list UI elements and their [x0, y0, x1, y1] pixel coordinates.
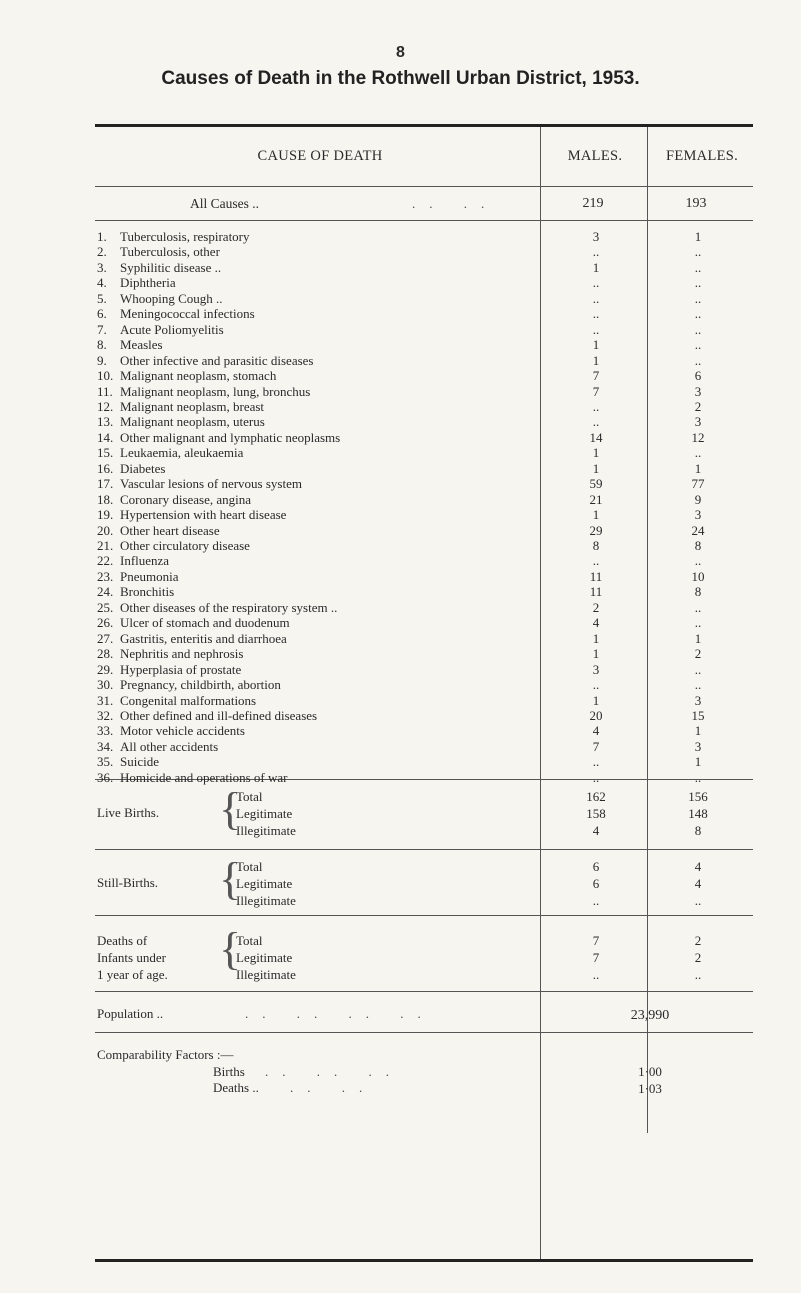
cause-number: 32. [97, 707, 114, 723]
cause-males: 29 [589, 522, 603, 538]
cause-males: .. [592, 398, 600, 414]
cause-females: .. [694, 553, 702, 569]
cause-number: 36. [97, 769, 114, 785]
all-causes-males: 219 [582, 196, 604, 211]
cause-number: 26. [97, 615, 114, 631]
table-row [0, 538, 801, 553]
cause-label: Other infective and parasitic diseases [120, 352, 314, 368]
cause-number: 24. [97, 584, 114, 600]
cause-label: Pregnancy, childbirth, abortion [120, 677, 281, 693]
cause-number: 21. [97, 538, 114, 553]
cause-females: .. [694, 615, 702, 631]
table-row [0, 322, 801, 337]
cause-females: .. [694, 599, 702, 615]
cause-males: .. [592, 553, 600, 569]
cause-females: .. [694, 769, 702, 785]
live-births-brace: { [219, 783, 242, 834]
still-births-label: Still-Births. [97, 875, 159, 890]
cause-label: Other defined and ill-defined diseases [120, 707, 318, 723]
table-row [0, 507, 801, 522]
table-row [0, 823, 801, 838]
females-header: FEMALES. [665, 148, 739, 164]
still-births-brace: { [219, 853, 242, 904]
cause-number: 15. [97, 445, 114, 461]
sub-row-males: 6 [592, 859, 600, 874]
infant-deaths-label-line-3: 1 year of age. [97, 967, 168, 982]
cause-females: 8 [694, 538, 702, 553]
sub-row-males: 7 [592, 933, 600, 948]
header-rule [95, 186, 753, 187]
sub-row-males: 4 [592, 823, 600, 838]
cause-females: .. [694, 677, 702, 693]
cause-number: 7. [97, 321, 107, 337]
table-row [0, 708, 801, 723]
comparability-deaths-value: 1·03 [638, 1081, 662, 1096]
cause-number: 28. [97, 646, 114, 662]
table-row [0, 445, 801, 460]
cause-females: .. [694, 321, 702, 337]
cause-males: .. [592, 290, 600, 306]
cause-females: .. [694, 337, 702, 353]
live-births-label: Live Births. [97, 805, 160, 820]
cause-number: 33. [97, 723, 114, 739]
table-row [0, 950, 801, 965]
cause-females: .. [694, 445, 702, 461]
cause-males: 7 [592, 383, 600, 399]
table-row [0, 600, 801, 615]
cause-label: Malignant neoplasm, lung, bronchus [120, 383, 311, 399]
table-row [0, 754, 801, 769]
all-causes-label: All Causes .. [190, 196, 259, 211]
cause-label: Leukaemia, aleukaemia [120, 445, 244, 461]
cause-number: 18. [97, 491, 114, 507]
cause-label: Pneumonia [120, 568, 179, 584]
table-row [0, 615, 801, 630]
cause-label: Other diseases of the respiratory system .. [120, 599, 338, 615]
infant-deaths-brace: { [219, 923, 242, 974]
all-causes-rule [95, 220, 753, 221]
sub-row-males: 7 [592, 950, 600, 965]
sub-row-females: 2 [694, 933, 702, 948]
cause-label: Vascular lesions of nervous system [120, 476, 302, 492]
table-row [0, 662, 801, 677]
table-row [0, 275, 801, 290]
cause-males: 1 [592, 259, 600, 275]
cause-label: Syphilitic disease .. [120, 259, 222, 275]
sub-row-label: Legitimate [236, 806, 293, 821]
table-row [0, 306, 801, 321]
leader-dots: .. .. [290, 1080, 377, 1095]
table-row [0, 461, 801, 476]
cause-label: Influenza [120, 553, 170, 569]
cause-females: .. [694, 259, 702, 275]
cause-label: Hypertension with heart disease [120, 507, 287, 523]
table-row [0, 693, 801, 708]
cause-label: Hyperplasia of prostate [120, 661, 242, 677]
cause-number: 14. [97, 429, 114, 445]
cause-label: Whooping Cough .. [120, 290, 223, 306]
cause-label: Coronary disease, angina [120, 491, 252, 507]
cause-label: Malignant neoplasm, uterus [120, 414, 265, 430]
cause-males: .. [592, 769, 600, 785]
cause-males: 1 [592, 646, 600, 662]
sub-row-females: .. [694, 967, 702, 982]
cause-number: 5. [97, 290, 107, 306]
table-row [0, 229, 801, 244]
cause-number: 12. [97, 398, 114, 414]
cause-males: 4 [592, 615, 600, 631]
infant-deaths-label-line-2: Infants under [97, 950, 166, 965]
cause-number: 1. [97, 229, 107, 244]
table-row [0, 414, 801, 429]
cause-females: .. [694, 352, 702, 368]
table-row [0, 260, 801, 275]
sub-row-label: Illegitimate [236, 893, 296, 908]
cause-females: 3 [694, 738, 702, 754]
cause-males: .. [592, 244, 600, 260]
sub-row-males: 162 [586, 789, 606, 804]
sub-row-females: 148 [688, 806, 708, 821]
cause-label: Homicide and operations of war [120, 769, 288, 785]
cause-number: 9. [97, 352, 107, 368]
table-row [0, 770, 801, 785]
males-header: MALES. [567, 148, 623, 164]
sub-row-males: 6 [592, 876, 600, 891]
sub-row-males: .. [592, 893, 600, 908]
table-row [0, 739, 801, 754]
cause-number: 8. [97, 337, 107, 353]
cause-females: 2 [694, 398, 702, 414]
table-row [0, 523, 801, 538]
cause-of-death-header: CAUSE OF DEATH [257, 148, 383, 164]
sub-row-males: .. [592, 967, 600, 982]
cause-females: .. [694, 275, 702, 291]
sub-row-females: 156 [688, 789, 708, 804]
cause-label: Bronchitis [120, 584, 175, 600]
table-row [0, 553, 801, 568]
cause-number: 27. [97, 630, 114, 646]
cause-females: 10 [691, 568, 705, 584]
leader-dots: .. .. .. [265, 1064, 403, 1079]
cause-number: 16. [97, 460, 114, 476]
cause-males: 1 [592, 460, 600, 476]
table-row [0, 430, 801, 445]
sub-row-label: Total [236, 789, 263, 804]
comparability-label: Comparability Factors :— [97, 1047, 234, 1062]
table-row [0, 646, 801, 661]
table-row [0, 492, 801, 507]
cause-males: 1 [592, 352, 600, 368]
cause-females: 1 [694, 723, 702, 739]
cause-females: 3 [694, 692, 702, 708]
cause-females: 6 [694, 368, 702, 384]
table-row [0, 933, 801, 948]
page-number: 8 [396, 44, 405, 61]
cause-females: 2 [694, 646, 702, 662]
cause-males: .. [592, 306, 600, 322]
cause-label: Malignant neoplasm, breast [120, 398, 265, 414]
cause-number: 23. [97, 568, 114, 584]
infant-deaths-label-line-1: Deaths of [97, 933, 148, 948]
cause-number: 20. [97, 522, 114, 538]
cause-females: 3 [694, 383, 702, 399]
cause-males: 7 [592, 368, 600, 384]
cause-label: Tuberculosis, other [120, 244, 220, 260]
cause-label: Congenital malformations [120, 692, 257, 708]
table-row [0, 677, 801, 692]
comparability-births-value: 1·00 [638, 1064, 662, 1079]
cause-males: .. [592, 275, 600, 291]
population-rule [95, 1032, 753, 1033]
cause-females: 1 [694, 229, 702, 244]
cause-label: Other heart disease [120, 522, 220, 538]
cause-females: 8 [694, 584, 702, 600]
cause-number: 34. [97, 738, 114, 754]
cause-males: 11 [589, 584, 603, 600]
cause-number: 17. [97, 476, 114, 492]
cause-label: Other circulatory disease [120, 538, 250, 553]
cause-number: 6. [97, 306, 107, 322]
table-row [0, 789, 801, 804]
sub-row-label: Illegitimate [236, 967, 296, 982]
population-label: Population .. [97, 1006, 164, 1021]
table-row [0, 893, 801, 908]
cause-females: 1 [694, 754, 702, 770]
cause-females: 1 [694, 460, 702, 476]
cause-females: 12 [691, 429, 705, 445]
table-row [0, 368, 801, 383]
sub-row-label: Illegitimate [236, 823, 296, 838]
cause-males: 1 [592, 692, 600, 708]
table-row [0, 244, 801, 259]
cause-label: Diabetes [120, 460, 166, 476]
live-births-rule [95, 849, 753, 850]
cause-label: Meningococcal infections [120, 306, 255, 322]
table-top-rule [95, 124, 753, 127]
cause-males: 7 [592, 738, 600, 754]
table-row [0, 384, 801, 399]
cause-females: 3 [694, 507, 702, 523]
table-row [0, 476, 801, 491]
cause-males: 8 [592, 538, 600, 553]
cause-number: 22. [97, 553, 114, 569]
cause-males: 1 [592, 337, 600, 353]
cause-number: 13. [97, 414, 114, 430]
cause-females: 1 [694, 630, 702, 646]
cause-number: 10. [97, 368, 114, 384]
sub-row-females: 2 [694, 950, 702, 965]
sub-row-label: Total [236, 933, 263, 948]
table-row [0, 353, 801, 368]
table-bottom-rule [95, 1259, 753, 1262]
cause-number: 2. [97, 244, 107, 260]
cause-females: .. [694, 290, 702, 306]
cause-label: All other accidents [120, 738, 219, 754]
comparability-births-label: Births [213, 1064, 245, 1079]
cause-label: Suicide [120, 754, 159, 770]
cause-males: 21 [589, 491, 603, 507]
leader-dots: .. .. .. .. [245, 1006, 435, 1021]
cause-number: 11. [97, 383, 113, 399]
cause-number: 3. [97, 259, 107, 275]
cause-males: 59 [589, 476, 603, 492]
all-causes-females: 193 [685, 196, 707, 211]
cause-label: Gastritis, enteritis and diarrhoea [120, 630, 287, 646]
table-row [0, 631, 801, 646]
table-row [0, 399, 801, 414]
cause-females: 77 [691, 476, 705, 492]
cause-males: 14 [589, 429, 603, 445]
cause-females: 15 [691, 707, 705, 723]
sub-row-females: .. [694, 893, 702, 908]
leader-dots: .. .. [412, 196, 499, 211]
cause-males: 3 [592, 661, 600, 677]
cause-males: .. [592, 321, 600, 337]
table-row [0, 569, 801, 584]
page-title: Causes of Death in the Rothwell Urban District, 1953. [161, 68, 640, 89]
population-value: 23,990 [630, 1008, 670, 1023]
cause-number: 31. [97, 692, 114, 708]
cause-label: Acute Poliomyelitis [120, 321, 224, 337]
table-row [0, 291, 801, 306]
cause-label: Measles [120, 337, 163, 353]
cause-number: 25. [97, 599, 114, 615]
cause-females: 9 [694, 491, 702, 507]
table-row [0, 584, 801, 599]
cause-males: 2 [592, 599, 600, 615]
cause-males: 11 [589, 568, 603, 584]
cause-number: 4. [97, 275, 107, 291]
table-row [0, 806, 801, 821]
infant-deaths-rule [95, 991, 753, 992]
cause-label: Nephritis and nephrosis [120, 646, 244, 662]
cause-males: .. [592, 677, 600, 693]
table-row [0, 337, 801, 352]
cause-label: Motor vehicle accidents [120, 723, 245, 739]
sub-row-females: 4 [694, 876, 702, 891]
cause-label: Diphtheria [120, 275, 176, 291]
cause-females: 24 [691, 522, 705, 538]
cause-number: 35. [97, 754, 114, 770]
sub-row-females: 8 [694, 823, 702, 838]
cause-males: .. [592, 414, 600, 430]
cause-number: 19. [97, 507, 114, 523]
cause-males: 3 [592, 229, 600, 244]
cause-males: 1 [592, 507, 600, 523]
cause-label: Ulcer of stomach and duodenum [120, 615, 290, 631]
table-row [0, 859, 801, 874]
cause-females: .. [694, 306, 702, 322]
cause-females: 3 [694, 414, 702, 430]
table-row [0, 876, 801, 891]
cause-females: .. [694, 661, 702, 677]
cause-males: 1 [592, 630, 600, 646]
cause-label: Malignant neoplasm, stomach [120, 368, 277, 384]
sub-row-label: Legitimate [236, 876, 293, 891]
cause-females: .. [694, 244, 702, 260]
cause-males: 20 [589, 707, 603, 723]
cause-number: 30. [97, 677, 114, 693]
still-births-rule [95, 915, 753, 916]
cause-label: Other malignant and lymphatic neoplasms [120, 429, 341, 445]
sub-row-females: 4 [694, 859, 702, 874]
comparability-deaths-label: Deaths .. [213, 1080, 259, 1095]
table-row [0, 723, 801, 738]
cause-males: 4 [592, 723, 600, 739]
cause-number: 29. [97, 661, 114, 677]
cause-label: Tuberculosis, respiratory [120, 229, 250, 244]
sub-row-label: Total [236, 859, 263, 874]
cause-males: 1 [592, 445, 600, 461]
cause-males: .. [592, 754, 600, 770]
sub-row-males: 158 [586, 806, 606, 821]
table-row [0, 967, 801, 982]
sub-row-label: Legitimate [236, 950, 293, 965]
